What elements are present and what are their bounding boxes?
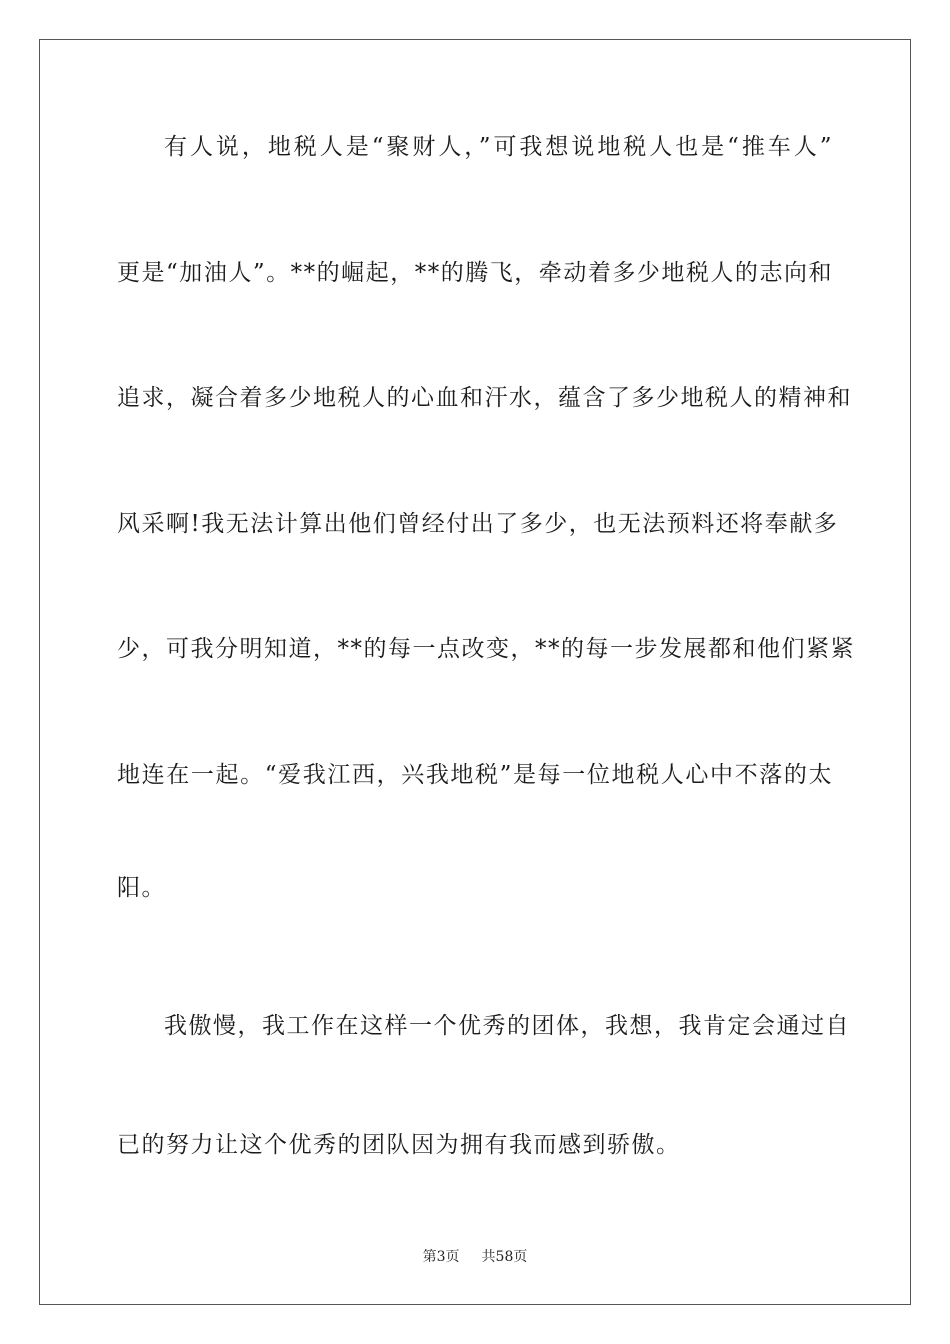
paragraph-line: 追求，凝合着多少地税人的心血和汗水，蕴含了多少地税人的精神和	[117, 385, 852, 411]
paragraph-line: 已的努力让这个优秀的团队因为拥有我而感到骄傲。	[117, 1132, 681, 1158]
page-number: 第3页	[422, 1249, 460, 1265]
paragraph-line: 阳。	[117, 875, 166, 901]
paragraph-line: 我傲慢，我工作在这样一个优秀的团体，我想，我肯定会通过自	[164, 1013, 850, 1039]
page-total: 共58页	[481, 1249, 528, 1265]
page-border	[39, 39, 911, 1305]
paragraph-line: 风采啊!我无法计算出他们曾经付出了多少，也无法预料还将奉献多	[117, 511, 839, 537]
paragraph-line: 更是“加油人”。**的崛起，**的腾飞，牵动着多少地税人的志向和	[117, 260, 833, 286]
paragraph-line: 有人说，地税人是“聚财人，”可我想说地税人也是“推车人”	[164, 134, 833, 160]
paragraph-line: 地连在一起。“爱我江西，兴我地税”是每一位地税人心中不落的太	[117, 762, 833, 788]
page-footer	[0, 1247, 950, 1267]
paragraph-line: 少，可我分明知道，**的每一点改变，**的每一步发展都和他们紧紧	[117, 636, 855, 662]
